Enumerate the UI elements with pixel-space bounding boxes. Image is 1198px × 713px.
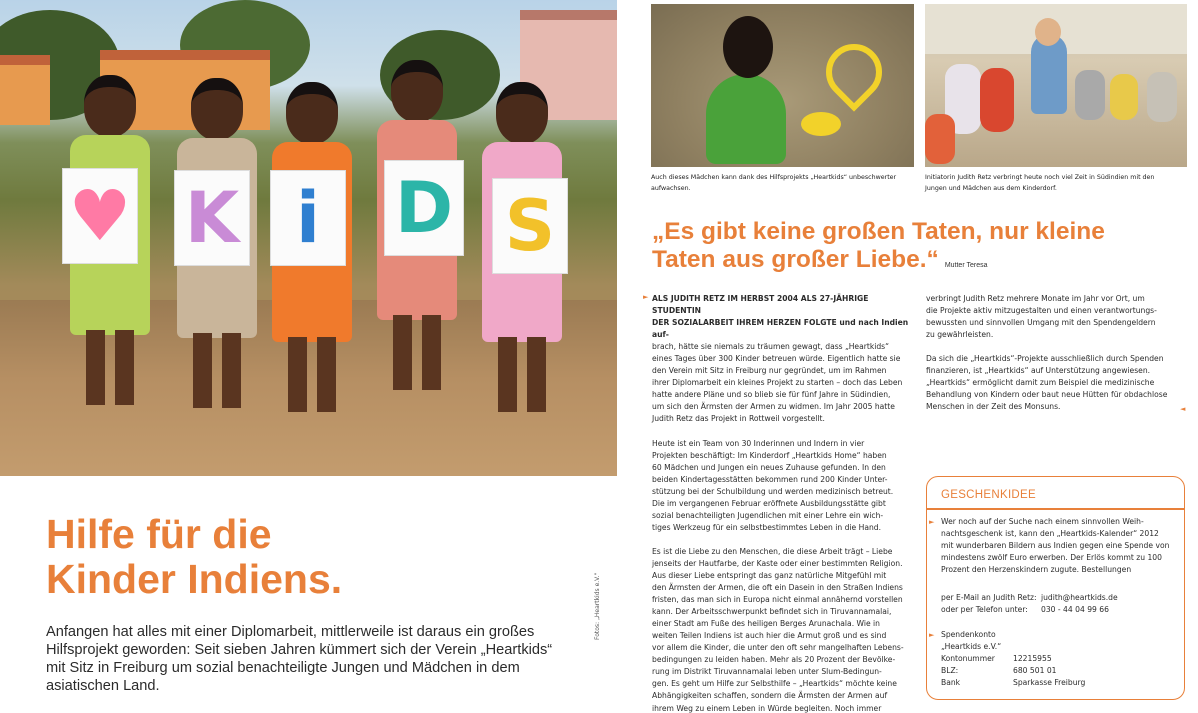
bank-account	[941, 629, 1177, 689]
paragraph	[926, 293, 1191, 341]
intro-line: Anfangen hat alles mit einer Diplomarbeit, mittlerweile ist daraus ein großes	[46, 624, 535, 640]
body-column-1	[652, 293, 917, 713]
card-letter-i: i	[270, 170, 346, 266]
phone-number: 030 - 44 04 99 66	[1041, 605, 1109, 615]
text-line: um sich den Ärmsten der Armen zu widmen. Im Jahr 2005 hatte	[652, 402, 895, 412]
arrow-left-icon: ◄	[1180, 405, 1186, 413]
text-line: den Verein mit Sitz in Freiburg nur gegründet, um im Rahmen	[652, 366, 887, 376]
text-line: Behandlung von Kindern oder baut neue Hütten für obdachlose	[926, 390, 1168, 400]
text-line: Heute ist ein Team von 30 Inderinnen und Indern in vier	[652, 438, 865, 448]
phone-label: oder per Telefon unter:	[941, 605, 1028, 615]
text-line: mindestens zwölf Euro erwerben. Der Erlös kommt zu 100	[941, 553, 1162, 563]
text-line: brach, hätte sie niemals zu träumen gewagt, dass „Heartkids“	[652, 342, 890, 352]
caption-line: Initiatorin Judith Retz verbringt heute noch viel Zeit in Südindien mit den	[925, 174, 1155, 181]
photo2-caption	[925, 172, 1190, 194]
text-line: weiten Teilen Indiens ist auch hier die Armut groß und es sind	[652, 631, 887, 641]
text-line: Prozent den Herzenskindern zugute. Bestellungen	[941, 565, 1132, 575]
bank-name: Sparkasse Freiburg	[1013, 678, 1086, 688]
caption-line: aufwachsen.	[651, 185, 691, 192]
gift-contact	[941, 592, 1177, 616]
gift-divider	[926, 508, 1185, 510]
text-line: bewussten und sinnvollen Umgang mit den Spendengeldern	[926, 318, 1156, 328]
email-label: per E-Mail an Judith Retz:	[941, 593, 1037, 602]
arrow-right-icon: ►	[643, 293, 649, 301]
card-letter-k: K	[174, 170, 250, 266]
intro-line: Hilfsprojekt geworden: Seit sieben Jahren kümmert sich der Verein „Heartkids“	[46, 642, 553, 658]
text-line: mit wunderbaren Bildern aus Indien gegen eine Spende von	[941, 541, 1170, 551]
text-line: ihrem Weg zu einem Leben in Würde begleiten. Noch immer	[652, 703, 882, 713]
text-line: Da sich die „Heartkids“-Projekte ausschließlich durch Spenden	[926, 354, 1164, 364]
text-line: eines Tages über 300 Kinder betreuen würde. Eigentlich hatte sie	[652, 354, 901, 364]
pull-quote	[652, 218, 1192, 280]
paragraph	[926, 353, 1191, 413]
text-line: kann. Der Arbeitsschwerpunkt befindet sich in Tiruvannamalai,	[652, 607, 892, 617]
photo-judith-with-children	[925, 4, 1187, 167]
text-line: stützung bei der Schulbildung und werden medizinisch betreut.	[652, 486, 894, 496]
text-line: zu gewährleisten.	[926, 330, 994, 340]
account-title: Spendenkonto	[941, 630, 996, 639]
quote-line: Taten aus großer Liebe.“	[652, 246, 939, 273]
caption-line: Auch dieses Mädchen kann dank des Hilfsprojekts „Heartkids“ unbeschwerter	[651, 174, 897, 181]
arrow-right-icon: ►	[929, 631, 935, 639]
email-link[interactable]: judith@heartkids.de	[1041, 593, 1118, 602]
blz-label: BLZ:	[941, 666, 959, 676]
body-column-2	[926, 293, 1191, 425]
text-line: nachtsgeschenk ist, kann den „Heartkids-Kalender“ 2012	[941, 529, 1159, 539]
intro-line: asiatischen Land.	[46, 678, 160, 694]
account-name: „Heartkids e.V.“	[941, 642, 1002, 652]
headline-line2: Kinder Indiens.	[46, 556, 343, 602]
photo1-caption	[651, 172, 921, 194]
lead-line: DER SOZIALARBEIT IHREM HERZEN FOLGTE und nach Indien auf-	[652, 318, 909, 340]
photo-girl-flower-heart	[651, 4, 914, 167]
text-line: ihrer Diplomarbeit ein kleines Projekt zu starten – doch das Leben	[652, 378, 903, 388]
text-line: Menschen in der Zeit des Monsuns.	[926, 402, 1061, 412]
card-letter-s: S	[492, 178, 568, 274]
text-line: gen. Es geht um Hilfe zur Selbsthilfe – „Heartkids“ möchte keine	[652, 679, 897, 689]
account-number-label: Kontonummer	[941, 654, 995, 664]
text-line: bedingungen zu leiden haben. Mehr als 20 Prozent der Bevölke-	[652, 655, 896, 665]
text-line: den Ärmsten der Armen, die oft ein Dasein in den Straßen Indiens	[652, 583, 903, 593]
paragraph	[652, 546, 917, 713]
lead-line: ALS JUDITH RETZ IM HERBST 2004 ALS 27-JÄHRIGE STUDENTIN	[652, 294, 869, 316]
gift-description	[941, 516, 1177, 576]
blz-value: 680 501 01	[1013, 666, 1057, 676]
article-headline	[46, 512, 566, 602]
text-line: beiden Kindertagesstätten bekommen rund 200 Kinder Unter-	[652, 474, 888, 484]
article-intro	[46, 623, 566, 695]
text-line: vor allem die Kinder, die unter den oft sehr mangelhaften Lebens-	[652, 643, 904, 653]
text-line: Wer noch auf der Suche nach einem sinnvollen Weih-	[941, 517, 1144, 526]
card-heart: ♥	[62, 168, 138, 264]
text-line: rung im Distrikt Tiruvannamalai leben unter Slum-Bedingun-	[652, 667, 882, 677]
caption-line: Jungen und Mädchen aus dem Kinderdorf.	[925, 185, 1057, 192]
text-line: Aus dieser Liebe entspringt das ganz natürliche Mitgefühl mit	[652, 570, 887, 580]
text-line: Es ist die Liebe zu den Menschen, die diese Arbeit trägt – Liebe	[652, 546, 893, 556]
text-line: jenseits der Hautfarbe, der Kaste oder einer bestimmten Religion.	[652, 558, 903, 568]
photo-credit: Fotos: „Heartkids e.V."	[594, 572, 601, 640]
intro-line: mit Sitz in Freiburg um sozial benachteiligte Jungen und Mädchen in dem	[46, 660, 520, 676]
text-line: finanzieren, ist „Heartkids“ auf Unterstützung angewiesen.	[926, 366, 1151, 376]
paragraph	[652, 438, 917, 534]
headline-line1: Hilfe für die	[46, 511, 272, 557]
text-line: die Projekte aktiv mitzugestalten und einen verantwortungs-	[926, 306, 1157, 316]
quote-line: „Es gibt keine großen Taten, nur kleine	[652, 218, 1105, 245]
text-line: verbringt Judith Retz mehrere Monate im Jahr vor Ort, um	[926, 294, 1145, 303]
text-line: 60 Mädchen und Jungen ein neues Zuhause gefunden. In den	[652, 462, 886, 472]
account-number: 12215955	[1013, 654, 1052, 664]
text-line: Abhängigkeiten schaffen, sondern die Ärmsten der Armen auf	[652, 691, 888, 701]
quote-author: Mutter Teresa	[944, 262, 988, 269]
text-line: Judith Retz das Projekt in Rottweil vorgestellt.	[652, 414, 825, 424]
text-line: Die im vergangenen Februar eröffnete Ausbildungsstätte gibt	[652, 498, 886, 508]
text-line: hatte andere Pläne und so blieb sie für fünf Jahre in Südindien,	[652, 390, 891, 400]
text-line: tiges Werkzeug für ein selbstbestimmtes Leben in die Hand.	[652, 522, 882, 532]
text-line: Projekten beschäftigt: Im Kinderdorf „Heartkids Home“ haben	[652, 450, 887, 460]
text-line: sozial benachteiligten Jugendlichen mit einer Lehre ein wich-	[652, 510, 884, 520]
card-letter-d: D	[384, 160, 464, 256]
hero-photo	[0, 0, 617, 476]
text-line: einer Stadt am Fuße des heiligen Berges Arunachala. Wie in	[652, 619, 880, 629]
gift-title: GESCHENKIDEE	[941, 489, 1036, 501]
arrow-right-icon: ►	[929, 518, 935, 526]
text-line: fristen, das man sich in Europa nicht einmal annähernd vorstellen	[652, 595, 903, 605]
paragraph	[652, 293, 917, 426]
text-line: „Heartkids“ ermöglicht damit zum Beispiel die medizinische	[926, 378, 1155, 388]
bank-label: Bank	[941, 678, 961, 688]
